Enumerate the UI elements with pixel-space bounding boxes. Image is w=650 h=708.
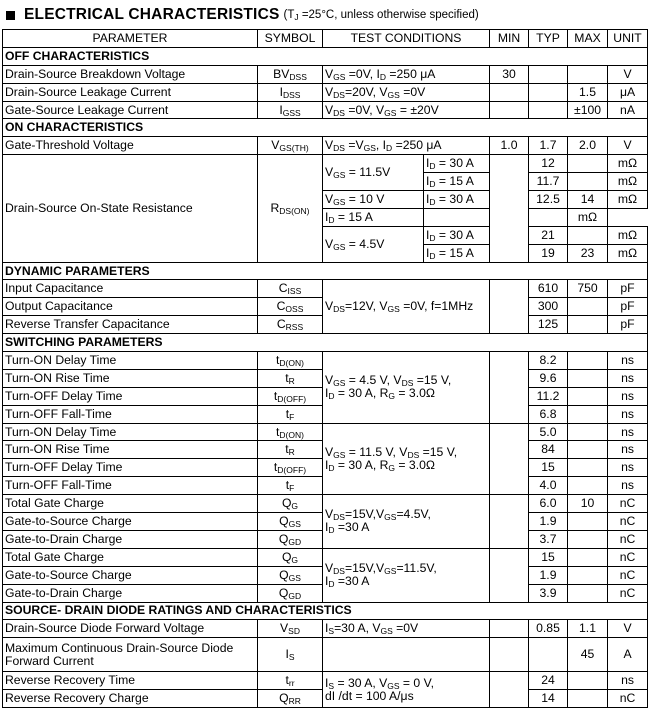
column-header: TYP: [529, 30, 568, 48]
max-cell: [568, 690, 608, 708]
table-row: [3, 620, 648, 638]
typ-cell: [529, 83, 568, 101]
unit-cell: nA: [608, 101, 648, 119]
drain-current-condition-cell: $I_D = 30$ A: [424, 226, 490, 244]
table-row: [3, 495, 648, 513]
typ-cell: 11.2: [529, 387, 568, 405]
max-cell: [568, 65, 608, 83]
symbol-cell: $Q_G$: [258, 495, 323, 513]
unit-cell: ns: [608, 387, 648, 405]
parameter-cell: Turn-OFF Delay Time: [3, 459, 258, 477]
symbol-cell: $Q_{GD}$: [258, 584, 323, 602]
typ-cell: 6.8: [529, 405, 568, 423]
table-row: [3, 280, 648, 298]
max-cell: [568, 584, 608, 602]
symbol-cell: $I_{DSS}$: [258, 83, 323, 101]
drain-current-condition-cell: $I_D = 30$ A: [424, 155, 490, 173]
max-cell: [568, 155, 608, 173]
max-cell: [568, 369, 608, 387]
min-cell: [490, 352, 529, 424]
typ-cell: [529, 101, 568, 119]
max-cell: 1.1: [568, 620, 608, 638]
test-condition-cell: $V_{GS} =0V$, $I_D =250$ μA: [323, 65, 490, 83]
section-title: OFF CHARACTERISTICS: [3, 47, 648, 65]
symbol-cell: $Q_{GS}$: [258, 566, 323, 584]
unit-cell: mΩ: [608, 226, 648, 244]
max-cell: [568, 316, 608, 334]
drain-current-condition-cell: $I_D = 15$ A: [323, 208, 424, 226]
column-header: UNIT: [608, 30, 648, 48]
test-condition-cell: $V_{DS}=20V$, $V_{GS} =0V$: [323, 83, 490, 101]
max-cell: 1.5: [568, 83, 608, 101]
unit-cell: mΩ: [568, 208, 608, 226]
symbol-cell: $Q_{GD}$: [258, 530, 323, 548]
unit-cell: pF: [608, 280, 648, 298]
min-cell: [490, 101, 529, 119]
section-title: ON CHARACTERISTICS: [3, 119, 648, 137]
heading-title: ELECTRICAL CHARACTERISTICS: [24, 6, 280, 23]
symbol-cell: $V_{GS(TH)}$: [258, 137, 323, 155]
symbol-cell: $Q_{RR}$: [258, 690, 323, 708]
table-row: [3, 423, 648, 441]
max-cell: [568, 173, 608, 191]
unit-cell: mΩ: [608, 244, 648, 262]
parameter-cell: Input Capacitance: [3, 280, 258, 298]
typ-cell: [529, 638, 568, 672]
symbol-cell: $I_S$: [258, 638, 323, 672]
unit-cell: mΩ: [608, 155, 648, 173]
section-title: SWITCHING PARAMETERS: [3, 334, 648, 352]
electrical-characteristics-table: [2, 29, 648, 708]
max-cell: [568, 548, 608, 566]
table-row: [3, 155, 648, 173]
drain-current-condition-cell: $I_D = 30$ A: [424, 191, 490, 209]
unit-cell: ns: [608, 369, 648, 387]
max-cell: [568, 513, 608, 531]
max-cell: [568, 477, 608, 495]
unit-cell: V: [608, 620, 648, 638]
unit-cell: μA: [608, 83, 648, 101]
test-condition-cell: $V_{GS} = 11.5$ V, $V_{DS} =15$ V, $I_D = 30$ A, $R_G = 3.0\Omega$: [323, 423, 490, 495]
parameter-cell: Gate-to-Drain Charge: [3, 530, 258, 548]
typ-cell: 610: [529, 280, 568, 298]
max-cell: [568, 441, 608, 459]
max-cell: 45: [568, 638, 608, 672]
symbol-cell: $V_{SD}$: [258, 620, 323, 638]
section-heading: [6, 4, 479, 26]
max-cell: [568, 298, 608, 316]
parameter-cell: Reverse Recovery Charge: [3, 690, 258, 708]
parameter-cell: Turn-ON Rise Time: [3, 369, 258, 387]
max-cell: 2.0: [568, 137, 608, 155]
max-cell: 10: [568, 495, 608, 513]
typ-cell: 6.0: [529, 495, 568, 513]
parameter-cell: Turn-ON Delay Time: [3, 352, 258, 370]
min-cell: [490, 83, 529, 101]
table-row: [3, 352, 648, 370]
unit-cell: A: [608, 638, 648, 672]
typ-cell: 3.7: [529, 530, 568, 548]
unit-cell: mΩ: [608, 173, 648, 191]
parameter-cell: Maximum Continuous Drain-Source Diode Forward Current: [3, 638, 258, 672]
typ-cell: 24: [529, 672, 568, 690]
parameter-cell: Turn-ON Rise Time: [3, 441, 258, 459]
parameter-cell: Gate-Source Leakage Current: [3, 101, 258, 119]
unit-cell: ns: [608, 459, 648, 477]
min-cell: [490, 620, 529, 638]
max-cell: [529, 208, 568, 226]
test-condition-cell: $V_{DS} =0V$, $V_{GS} = \pm 20V$: [323, 101, 490, 119]
table-row: [3, 101, 648, 119]
symbol-cell: $t_R$: [258, 441, 323, 459]
typ-cell: 0.85: [529, 620, 568, 638]
unit-cell: ns: [608, 672, 648, 690]
symbol-cell: $C_{ISS}$: [258, 280, 323, 298]
max-cell: [568, 352, 608, 370]
unit-cell: V: [608, 65, 648, 83]
heading-condition: ($T_J =25^\circ C$, unless otherwise specified): [283, 9, 479, 22]
max-cell: [568, 405, 608, 423]
typ-cell: 12: [529, 155, 568, 173]
unit-cell: ns: [608, 423, 648, 441]
drain-current-condition-cell: $I_D = 15$ A: [424, 173, 490, 191]
test-condition-cell: $I_S = 30$ A, $V_{GS} = 0$ V, dI /dt = 100 A/μs: [323, 672, 490, 708]
symbol-cell: $I_{GSS}$: [258, 101, 323, 119]
symbol-cell: $t_F$: [258, 405, 323, 423]
max-cell: [568, 423, 608, 441]
test-condition-cell: $V_{GS} = 4.5$ V, $V_{DS} =15$ V, $I_D = 30$ A, $R_G = 3.0\Omega$: [323, 352, 490, 424]
test-condition-cell: [323, 638, 490, 672]
typ-cell: 125: [529, 316, 568, 334]
parameter-cell: Drain-Source On-State Resistance: [3, 155, 258, 262]
min-cell: [490, 495, 529, 549]
table-row: [3, 548, 648, 566]
parameter-cell: Turn-OFF Delay Time: [3, 387, 258, 405]
min-cell: [490, 423, 529, 495]
unit-cell: nC: [608, 548, 648, 566]
typ-cell: 5.0: [529, 423, 568, 441]
typ-cell: 84: [529, 441, 568, 459]
min-cell: 1.0: [490, 137, 529, 155]
test-condition-cell: $V_{DS}=15V,V_{GS}=11.5V$, $I_D =30$ A: [323, 548, 490, 602]
section-header-row: [3, 47, 648, 65]
symbol-cell: $t_{D(ON)}$: [258, 352, 323, 370]
max-cell: ±100: [568, 101, 608, 119]
min-cell: [490, 155, 529, 262]
typ-cell: 11.7: [529, 173, 568, 191]
typ-cell: 15: [529, 459, 568, 477]
unit-cell: mΩ: [608, 191, 648, 209]
max-cell: 14: [568, 191, 608, 209]
max-cell: [568, 672, 608, 690]
table-row: [3, 672, 648, 690]
typ-cell: 1.9: [529, 513, 568, 531]
typ-cell: 19: [529, 244, 568, 262]
parameter-cell: Reverse Recovery Time: [3, 672, 258, 690]
table-header-row: [3, 30, 648, 48]
unit-cell: nC: [608, 584, 648, 602]
table-row: [3, 83, 648, 101]
unit-cell: nC: [608, 690, 648, 708]
symbol-cell: $Q_G$: [258, 548, 323, 566]
unit-cell: ns: [608, 477, 648, 495]
test-condition-cell: $V_{GS} = 10$ V: [323, 191, 424, 209]
typ-cell: [424, 208, 490, 226]
typ-cell: 4.0: [529, 477, 568, 495]
test-condition-cell: $V_{DS}=12V$, $V_{GS} =0V$, f=1MHz: [323, 280, 490, 334]
parameter-cell: Gate-to-Drain Charge: [3, 584, 258, 602]
column-header: MAX: [568, 30, 608, 48]
drain-current-condition-cell: $I_D = 15$ A: [424, 244, 490, 262]
typ-cell: 3.9: [529, 584, 568, 602]
parameter-cell: Total Gate Charge: [3, 495, 258, 513]
parameter-cell: Reverse Transfer Capacitance: [3, 316, 258, 334]
parameter-cell: Gate-to-Source Charge: [3, 513, 258, 531]
column-header: PARAMETER: [3, 30, 258, 48]
parameter-cell: Drain-Source Breakdown Voltage: [3, 65, 258, 83]
test-condition-cell: $V_{GS} = 4.5V$: [323, 226, 424, 262]
min-cell: [490, 548, 529, 602]
typ-cell: 21: [529, 226, 568, 244]
section-header-row: [3, 262, 648, 280]
max-cell: 750: [568, 280, 608, 298]
column-header: MIN: [490, 30, 529, 48]
min-cell: [490, 280, 529, 334]
symbol-cell: $t_{D(OFF)}$: [258, 387, 323, 405]
symbol-cell: $R_{DS(ON)}$: [258, 155, 323, 262]
section-title: DYNAMIC PARAMETERS: [3, 262, 648, 280]
typ-cell: 9.6: [529, 369, 568, 387]
unit-cell: ns: [608, 352, 648, 370]
unit-cell: nC: [608, 495, 648, 513]
min-cell: [490, 638, 529, 672]
unit-cell: pF: [608, 298, 648, 316]
column-header: TEST CONDITIONS: [323, 30, 490, 48]
typ-cell: 14: [529, 690, 568, 708]
parameter-cell: Turn-ON Delay Time: [3, 423, 258, 441]
test-condition-cell: $V_{DS}=15V,V_{GS}=4.5V$, $I_D =30$ A: [323, 495, 490, 549]
typ-cell: 300: [529, 298, 568, 316]
section-title: SOURCE- DRAIN DIODE RATINGS AND CHARACTERISTICS: [3, 602, 648, 620]
typ-cell: 12.5: [529, 191, 568, 209]
section-header-row: [3, 602, 648, 620]
column-header: SYMBOL: [258, 30, 323, 48]
parameter-cell: Turn-OFF Fall-Time: [3, 405, 258, 423]
unit-cell: nC: [608, 566, 648, 584]
symbol-cell: $C_{RSS}$: [258, 316, 323, 334]
unit-cell: pF: [608, 316, 648, 334]
parameter-cell: Drain-Source Diode Forward Voltage: [3, 620, 258, 638]
square-bullet-icon: [6, 11, 15, 20]
symbol-cell: $t_F$: [258, 477, 323, 495]
symbol-cell: $t_{rr}$: [258, 672, 323, 690]
symbol-cell: $Q_{GS}$: [258, 513, 323, 531]
parameter-cell: Gate-Threshold Voltage: [3, 137, 258, 155]
section-header-row: [3, 334, 648, 352]
typ-cell: [529, 65, 568, 83]
typ-cell: 8.2: [529, 352, 568, 370]
symbol-cell: $t_{D(ON)}$: [258, 423, 323, 441]
parameter-cell: Drain-Source Leakage Current: [3, 83, 258, 101]
max-cell: [568, 387, 608, 405]
typ-cell: 1.9: [529, 566, 568, 584]
parameter-cell: Gate-to-Source Charge: [3, 566, 258, 584]
parameter-cell: Total Gate Charge: [3, 548, 258, 566]
max-cell: 23: [568, 244, 608, 262]
typ-cell: 15: [529, 548, 568, 566]
max-cell: [568, 459, 608, 477]
unit-cell: nC: [608, 530, 648, 548]
typ-cell: 1.7: [529, 137, 568, 155]
unit-cell: ns: [608, 441, 648, 459]
symbol-cell: $t_{D(OFF)}$: [258, 459, 323, 477]
symbol-cell: $t_R$: [258, 369, 323, 387]
section-header-row: [3, 119, 648, 137]
parameter-cell: Output Capacitance: [3, 298, 258, 316]
test-condition-cell: $V_{GS} = 11.5V$: [323, 155, 424, 191]
test-condition-cell: $I_S=30$ A, $V_{GS} =0V$: [323, 620, 490, 638]
table-row: [3, 65, 648, 83]
symbol-cell: $BV_{DSS}$: [258, 65, 323, 83]
unit-cell: ns: [608, 405, 648, 423]
max-cell: [568, 530, 608, 548]
parameter-cell: Turn-OFF Fall-Time: [3, 477, 258, 495]
test-condition-cell: $V_{DS} =V_{GS}$, $I_D =250$ μA: [323, 137, 490, 155]
max-cell: [568, 566, 608, 584]
symbol-cell: $C_{OSS}$: [258, 298, 323, 316]
table-row: [3, 638, 648, 672]
min-cell: 30: [490, 65, 529, 83]
unit-cell: nC: [608, 513, 648, 531]
unit-cell: V: [608, 137, 648, 155]
table-row: [3, 137, 648, 155]
max-cell: [568, 226, 608, 244]
